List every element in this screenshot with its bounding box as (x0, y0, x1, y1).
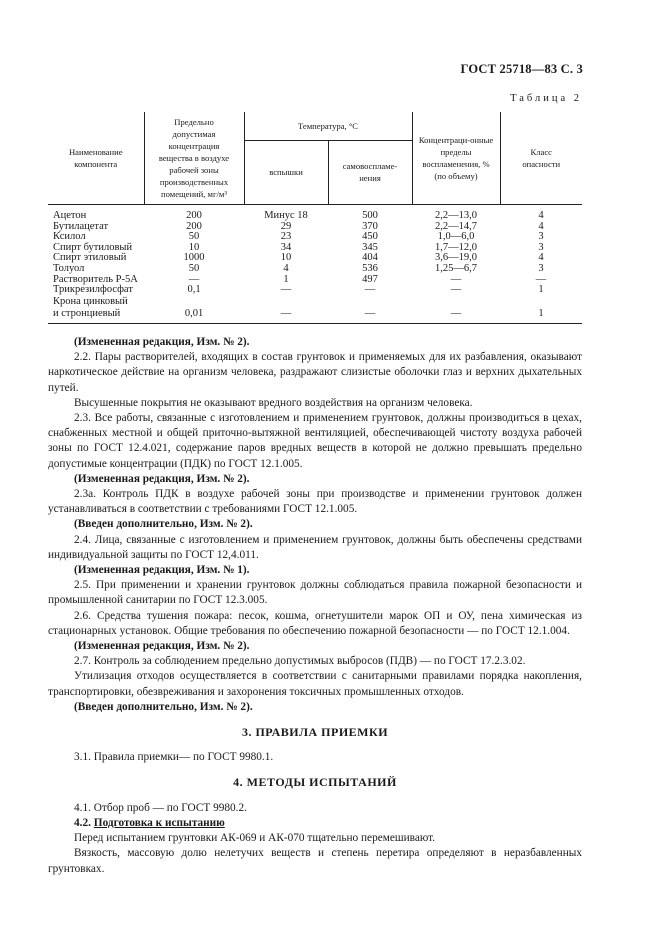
row-name-line1: Крона цинковый (53, 295, 128, 307)
paragraph-4-2-title: Подготовка к испытанию (93, 816, 225, 829)
body-text (48, 335, 582, 877)
header-class: Класс опасности (500, 112, 582, 205)
paragraph-2-5: 2.5. При применении и хранении грунтовок должны соблюдаться правила пожарной безопасности и промышленной санитарии по ГОСТ 12.3.005. (48, 579, 582, 607)
table-caption: Таблица 2 (510, 93, 582, 104)
paragraph-2-2-b: Высушенные покрытия не оказывают вредного воздействия на организм человека. (74, 396, 473, 409)
edition-note: (Введен дополнительно, Изм. № 2). (74, 518, 253, 531)
edition-note: (Введен дополнительно, Изм. № 2). (74, 700, 253, 713)
paragraph-4-2-b: Вязкость, массовую долю нелетучих веществ и степень перетира определяют в неразбавленных грунтовках. (48, 847, 582, 875)
table-row: Крона цинковый и стронциевый 0,01 — — — 1 (48, 296, 582, 324)
table-row: Спирт бутиловый 10 34 345 1,7—12,0 3 (53, 241, 544, 253)
section-3-heading: 3. ПРАВИЛА ПРИЕМКИ (241, 725, 389, 740)
section-4-heading: 4. МЕТОДЫ ИСПЫТАНИЙ (233, 775, 397, 790)
paragraph-4-1: 4.1. Отбор проб — по ГОСТ 9980.2. (74, 801, 247, 814)
paragraph-2-7: 2.7. Контроль за соблюдением предельно допустимых выбросов (ПДВ) — по ГОСТ 17.2.3.02. (74, 655, 526, 668)
paragraph-2-4: 2.4. Лица, связанные с изготовлением и применением грунтовок, должны быть обеспечены средствами индивидуальной защиты по ГОСТ 12,4.011. (48, 533, 582, 561)
paragraph-2-2: 2.2. Пары растворителей, входящих в состав грунтовок и применяемых для их разбавления, оказывают наркотическое действие на организм человека, раздражают слизистые оболочки глаз и верхних дыхательных путей. (48, 351, 582, 394)
table-row: Трикрезилфосфат 0,1 — — — 1 (53, 284, 544, 296)
page-header: ГОСТ 25718—83 С. 3 (460, 62, 583, 76)
header-limits: Концентраци-онные пределы воспламенения, % (по объему) (412, 112, 500, 205)
paragraph-2-3: 2.3. Все работы, связанные с изготовлением и применением грунтовок, должны производиться в цехах, снабженных местной и общей приточно-вытяжной вентиляцией, обеспечивающей чистоту воздуха рабочей зоны по ГОСТ 12.4.021, содержание паров вредных веществ в которой не должно превышать предельно допустимые концентрации (ПДК) по ГОСТ 12.1.005. (48, 412, 582, 470)
table-row: Ацетон 200 Минус 18 500 2,2—13,0 4 (53, 210, 544, 221)
header-temperature: Температура, °С (244, 112, 412, 140)
paragraph-2-7-b: Утилизация отходов осуществляется в соответствии с санитарными правилами порядка накопления, транспортировки, обезвреживания и захоронения токсичных промышленных отходов. (48, 670, 582, 698)
edition-note: (Измененная редакция, Изм. № 1). (74, 564, 250, 577)
edition-note: (Измененная редакция, Изм. № 2). (74, 640, 250, 653)
paragraph-2-6: 2.6. Средства тушения пожара: песок, кошма, огнетушители марок ОП и ОУ, пена химическая из стационарных установок. Общие требования по обеспечению пожарной безопасности — по ГОСТ 12.1.004. (48, 609, 582, 637)
edition-note: (Измененная редакция, Изм. № 2). (74, 472, 250, 485)
edition-note: (Измененная редакция, Изм. № 2). (74, 336, 250, 348)
table-row: Растворитель Р-5А — 1 497 — — (53, 273, 547, 285)
row-name-line2: и стронциевый (53, 307, 121, 319)
components-table (48, 112, 582, 324)
table-row: Ксилол 50 23 450 1,0—6,0 3 (53, 231, 544, 243)
paragraph-4-2-a: Перед испытанием грунтовки АК-069 и АК-070 тщательно перемешивают. (74, 832, 436, 845)
paragraph-2-3a: 2.3а. Контроль ПДК в воздухе рабочей зоны при производстве и применении грунтовок должен устанавливаться в соответствии с требованиями ГОСТ 12.1.005. (48, 488, 582, 516)
paragraph-3-1: 3.1. Правила приемки— по ГОСТ 9980.1. (74, 751, 274, 764)
paragraph-4-2-number: 4.2. (74, 816, 91, 829)
table-row: Бутилацетат 200 29 370 2,2—14,7 4 (53, 220, 544, 232)
header-name: Наименование компонента (48, 112, 144, 205)
header-pdk: Предельно допустимая концентрация вещества в воздухе рабочей зоны производственных помещений, мг/м³ (144, 112, 244, 205)
header-autoignition: самовоспламе-нения (328, 140, 412, 204)
table-row: Спирт этиловый 1000 10 404 3,6—19,0 4 (53, 252, 544, 264)
paragraph-4-2-heading (48, 816, 582, 831)
table-row: Толуол 50 4 536 1,25—6,7 3 (53, 262, 544, 274)
header-flash: вспышки (244, 140, 328, 204)
